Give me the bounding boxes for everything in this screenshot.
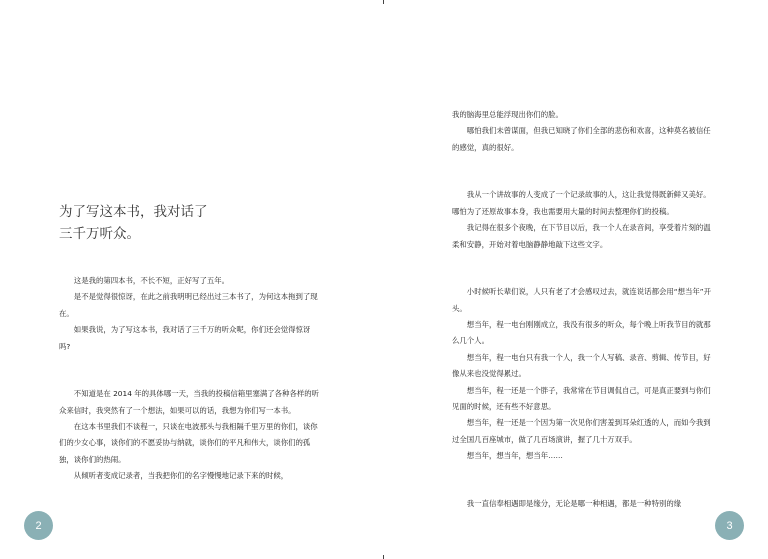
body-paragraph: 我一直信奉相遇即是缘分，无论是哪一种相遇，都是一种特别的缘 bbox=[466, 498, 682, 508]
body-paragraph: 从倾听者变成记录者，当我把你们的名字慢慢地记录下来的时候， bbox=[73, 471, 289, 481]
chapter-title-line: 三千万听众。 bbox=[59, 226, 140, 242]
paragraph-gap bbox=[452, 472, 712, 488]
page-number: 3 bbox=[726, 519, 733, 532]
page-number-badge bbox=[24, 511, 53, 540]
page-number-badge bbox=[715, 511, 744, 540]
page-number: 2 bbox=[35, 519, 42, 532]
right-page bbox=[384, 0, 768, 559]
paragraph-gap bbox=[452, 260, 712, 276]
body-paragraph: 如果我说，为了写这本书，我对话了三千万的听众呢，你们还会觉得惊讶吗? bbox=[59, 325, 311, 351]
body-paragraph: 想当年，想当年，想当年…… bbox=[466, 451, 563, 461]
body-paragraph: 我记得在很多个夜晚，在下节目以后，我一个人在录音间，享受着片刻的温柔和安静，开始对着电脑静静地敲下这些文字。 bbox=[452, 223, 711, 249]
chapter-title-line: 为了写这本书，我对话了 bbox=[59, 204, 208, 220]
body-paragraph: 想当年，程一还是一个因为第一次见你们害羞到耳朵红透的人，而如今我到过全国几百座城市，做了几百场演讲，握了几十万双手。 bbox=[452, 418, 711, 444]
body-paragraph: 我的脑海里总能浮现出你们的脸。 bbox=[452, 110, 563, 119]
body-paragraph: 是不是觉得很惊讶，在此之前我明明已经出过三本书了，为何这本拖到了现在。 bbox=[59, 292, 318, 318]
paragraph-gap bbox=[59, 362, 320, 378]
body-paragraph: 想当年，程一电台只有我一个人，我一个人写稿、录音、剪辑、传节目，好像从来也没觉得累过。 bbox=[452, 352, 711, 379]
left-body-text bbox=[59, 273, 320, 485]
body-paragraph: 想当年，程一还是一个胖子，我常常在节目调侃自己，可是真正要到与你们见面的时候，还有些不好意思。 bbox=[452, 385, 711, 412]
body-paragraph: 不知道是在 2014 年的具体哪一天，当我的投稿信箱里塞满了各种各样的听众来信时，我突然有了一个想法，如果可以的话，我想为你们写一本书。 bbox=[59, 389, 320, 415]
paragraph-gap bbox=[452, 164, 712, 180]
body-paragraph: 在这本书里我们不谈程一，只谈在电波那头与我相隔千里万里的你们，谈你们的少女心事，谈你们的不愿妥协与纳就，谈你们的平凡和伟大，谈你们的孤独，谈你们的热闹。 bbox=[59, 422, 318, 464]
body-paragraph: 这是我的第四本书，不长不短，正好写了五年。 bbox=[73, 276, 230, 285]
chapter-title bbox=[59, 201, 208, 245]
body-paragraph: 我从一个讲故事的人变成了一个记录故事的人，这让我觉得既新鲜又美好。哪怕为了还原故事本身，我也需要用大量的时间去整理你们的投稿。 bbox=[452, 190, 711, 216]
right-body-text bbox=[452, 107, 712, 512]
body-paragraph: 想当年，程一电台刚刚成立，我没有很多的听众，每个晚上听我节目的就那么几个人。 bbox=[452, 320, 711, 346]
body-paragraph: 哪怕我们未曾谋面，但我已知晓了你们全部的悲伤和欢喜，这种莫名被信任的感觉，真的很好。 bbox=[452, 126, 711, 152]
body-paragraph: 小时候听长辈们说，人只有老了才会感叹过去，就连说话都会用“想当年”开头。 bbox=[452, 287, 711, 313]
